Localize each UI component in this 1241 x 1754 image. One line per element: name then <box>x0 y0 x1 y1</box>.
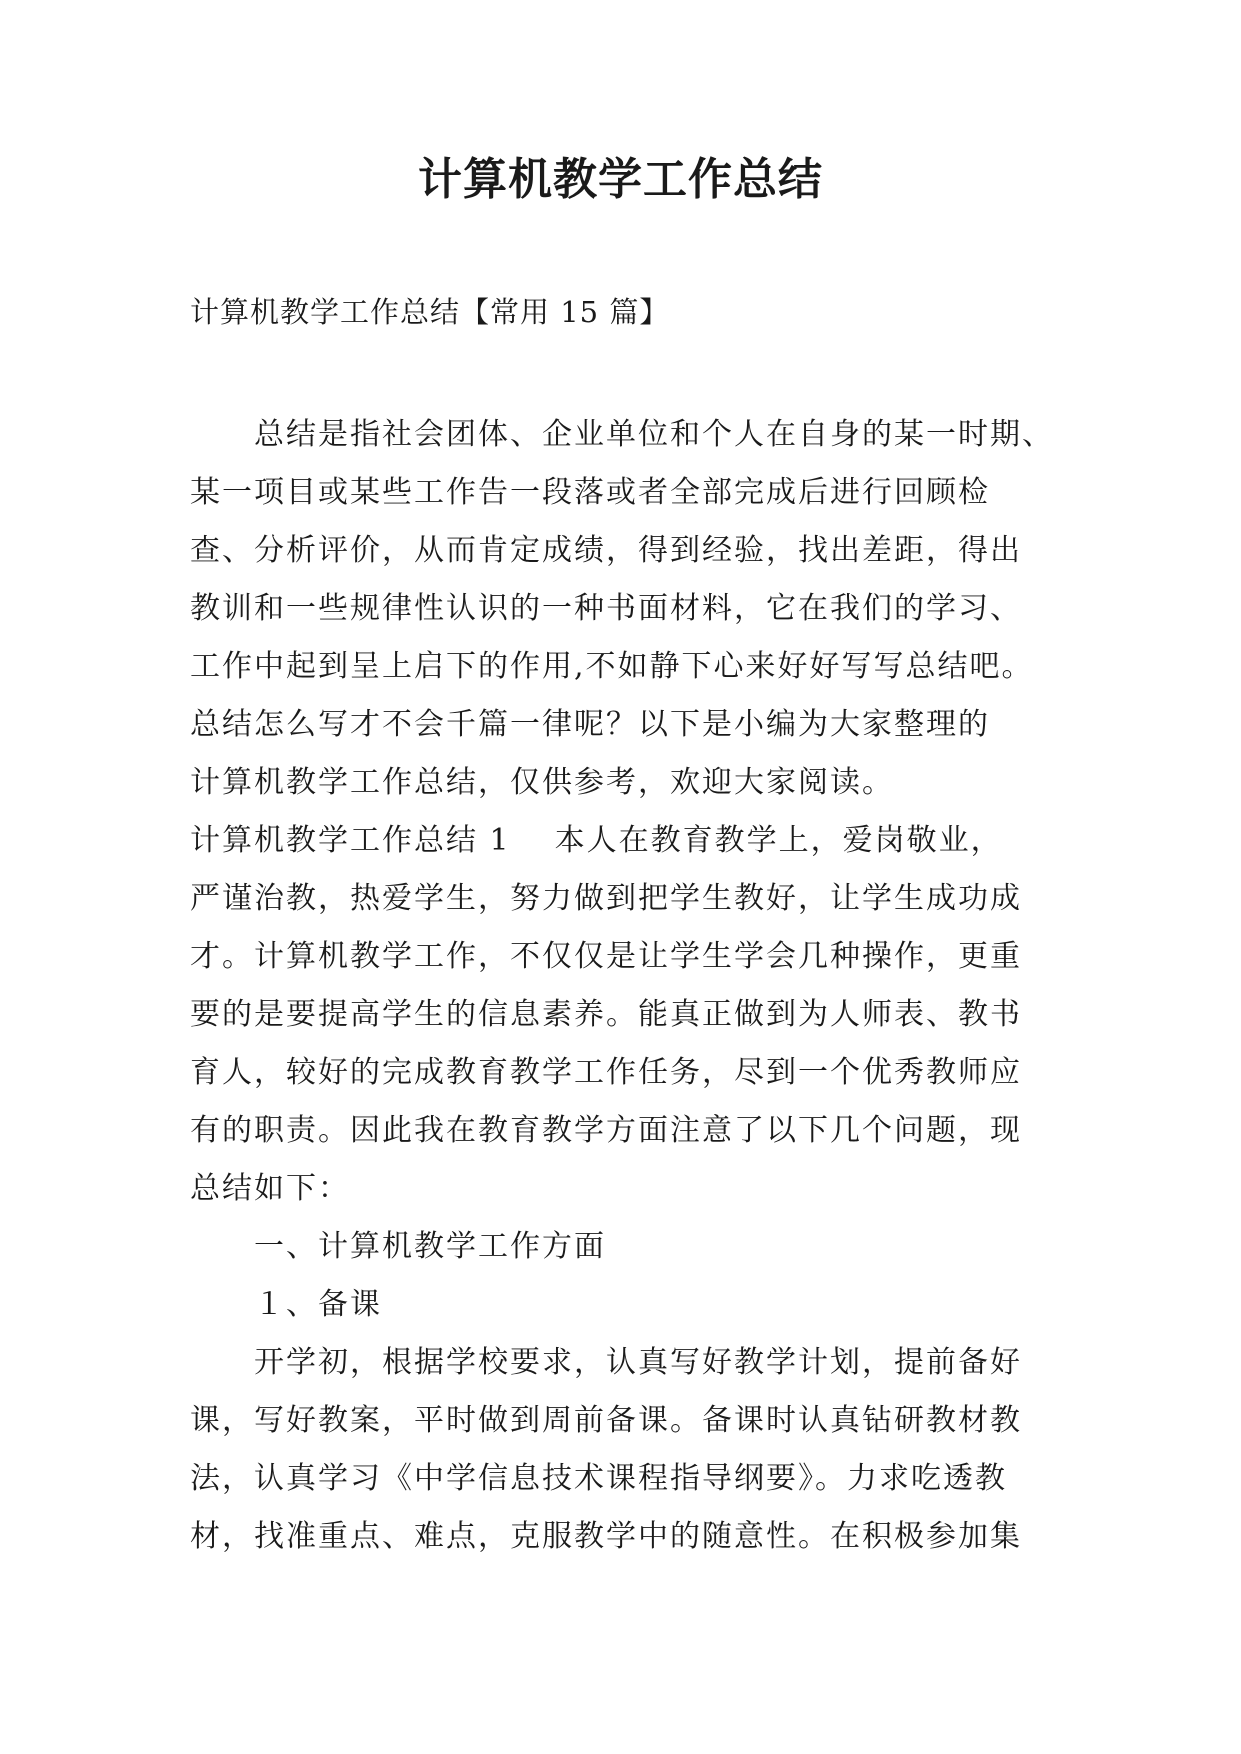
body-line: 工作中起到呈上启下的作用,不如静下心来好好写写总结吧。 <box>190 649 1034 684</box>
document-title: 计算机教学工作总结 <box>418 154 823 205</box>
body-line: 总结如下： <box>190 1171 350 1206</box>
body-line: 法，认真学习《中学信息技术课程指导纲要》。力求吃透教 <box>190 1461 1007 1496</box>
body-line: 育人，较好的完成教育教学工作任务，尽到一个优秀教师应 <box>190 1055 1022 1090</box>
subsection-heading: 一、计算机教学工作方面 <box>254 1229 606 1264</box>
document-subtitle: 计算机教学工作总结【常用 15 篇】 <box>190 295 670 329</box>
body-line: 查、分析评价，从而肯定成绩，得到经验，找出差距，得出 <box>190 533 1022 568</box>
section-heading-line <box>190 812 1060 870</box>
body-line: 总结是指社会团体、企业单位和个人在自身的某一时期、 <box>254 417 1054 452</box>
section-heading: 计算机教学工作总结 1 <box>190 823 511 858</box>
document-body <box>190 406 1060 1566</box>
body-line: 要的是要提高学生的信息素养。能真正做到为人师表、教书 <box>190 997 1022 1032</box>
body-line: 有的职责。因此我在教育教学方面注意了以下几个问题，现 <box>190 1113 1022 1148</box>
body-line: 计算机教学工作总结，仅供参考，欢迎大家阅读。 <box>190 765 894 800</box>
body-line: 才。计算机教学工作，不仅仅是让学生学会几种操作，更重 <box>190 939 1022 974</box>
body-line: 总结怎么写才不会千篇一律呢？以下是小编为大家整理的 <box>190 707 990 742</box>
body-line: 某一项目或某些工作告一段落或者全部完成后进行回顾检 <box>190 475 990 510</box>
body-line: 严谨治教，热爱学生，努力做到把学生教好，让学生成功成 <box>190 881 1022 916</box>
body-line: 课，写好教案，平时做到周前备课。备课时认真钻研教材教 <box>190 1403 1022 1438</box>
section-first-sentence: 本人在教育教学上，爱岗敬业， <box>554 823 1003 858</box>
body-line: 材，找准重点、难点，克服教学中的随意性。在积极参加集 <box>190 1519 1022 1554</box>
body-line: 教训和一些规律性认识的一种书面材料，它在我们的学习、 <box>190 591 1022 626</box>
item-heading: １、备课 <box>254 1287 382 1322</box>
body-line: 开学初，根据学校要求，认真写好教学计划，提前备好 <box>254 1345 1022 1380</box>
